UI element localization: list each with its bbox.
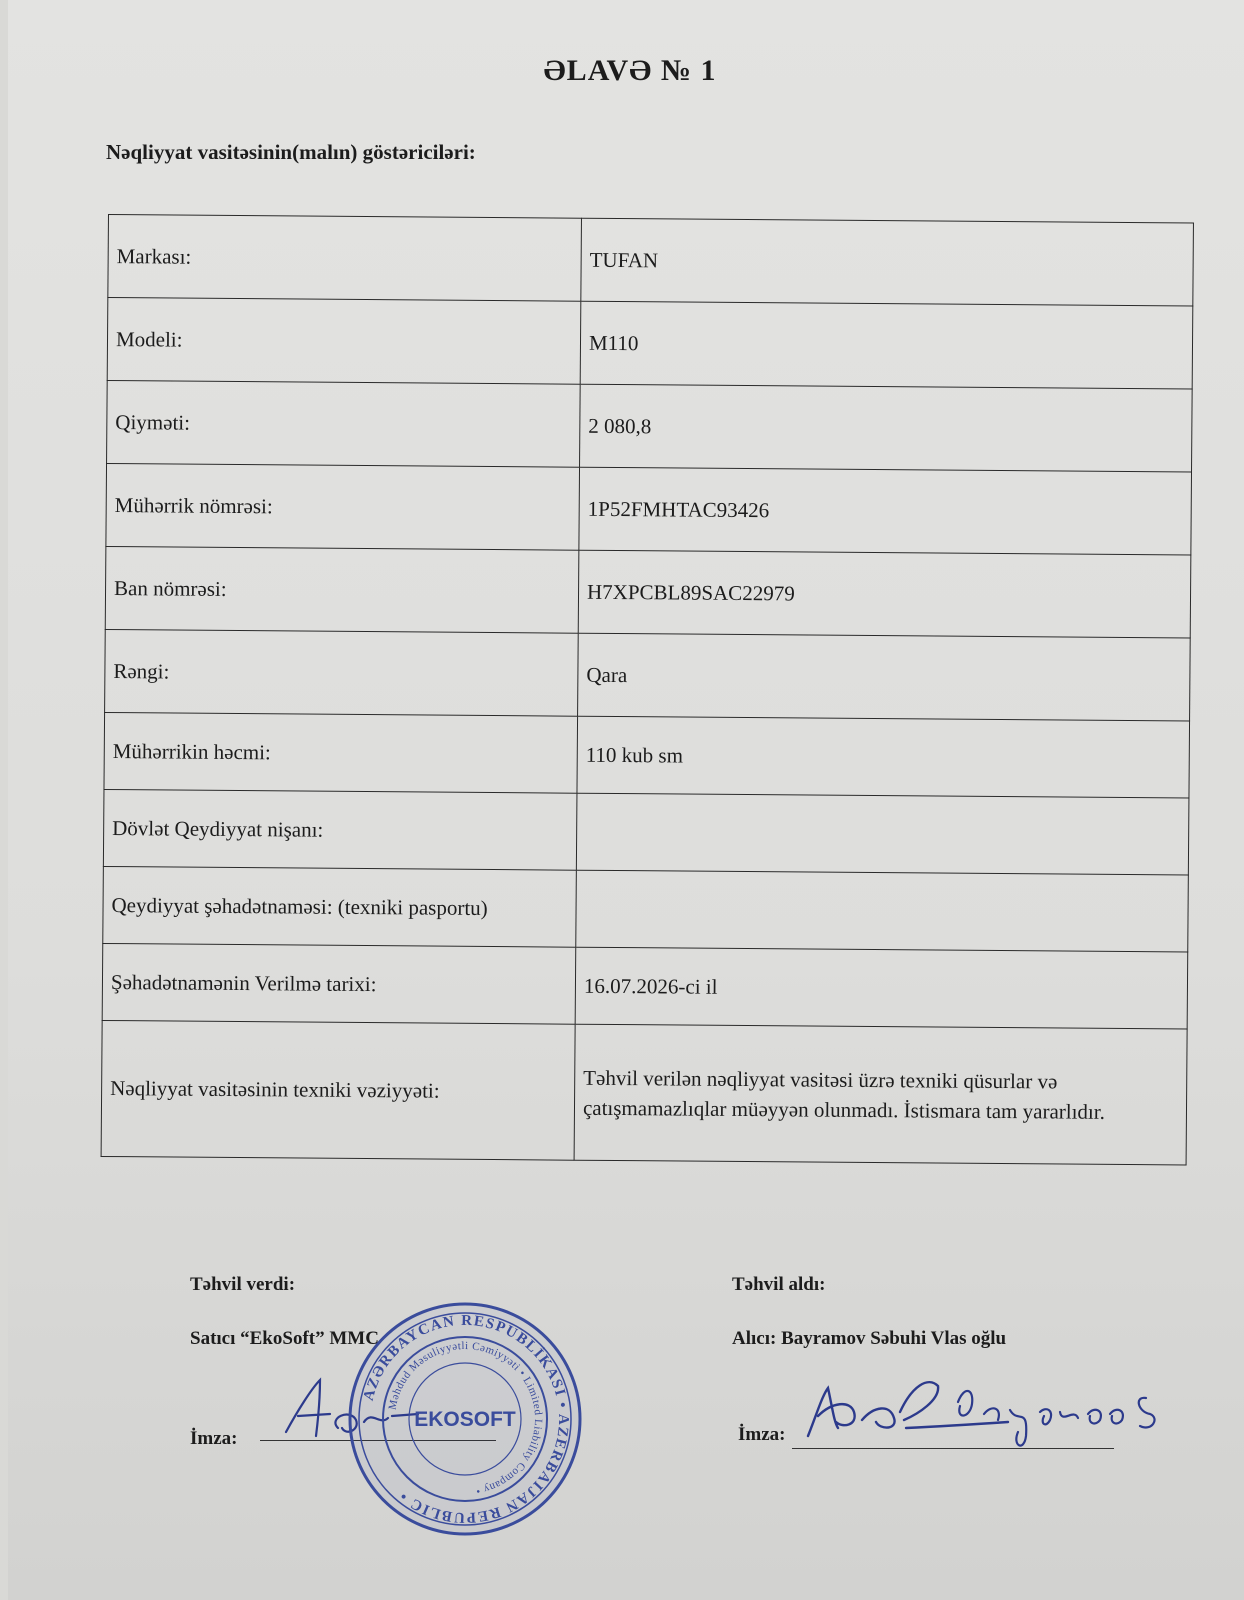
row-value-engine-volume: 110 kub sm: [577, 716, 1190, 798]
table-row: [105, 546, 1191, 638]
document-subtitle: Nəqliyyat vasitəsinin(malın) göstəriciləri:: [106, 140, 476, 164]
table-row: [107, 380, 1193, 472]
row-label-technical-condition: Nəqliyyat vasitəsinin texniki vəziyyəti:: [101, 1020, 575, 1160]
row-value-model: M110: [580, 301, 1193, 389]
row-label-issue-date: Şəhadətnamənin Verilmə tarixi:: [102, 943, 576, 1024]
row-label-price: Qiyməti:: [107, 380, 581, 467]
buyer-signature: [788, 1366, 1188, 1456]
row-label-engine-volume: Mühərrikin həcmi:: [104, 712, 578, 793]
row-value-registration-plate: [576, 793, 1189, 875]
row-value-registration-certificate: [576, 870, 1189, 952]
row-value-brand: TUFAN: [581, 218, 1194, 306]
row-value-technical-condition: Təhvil verilən nəqliyyat vasitəsi üzrə texniki qüsurlar və çatışmamazlıqlar müəyyən olunmadı. İstismara tam yararlıdır.: [574, 1024, 1187, 1165]
table-row: [101, 1020, 1187, 1165]
row-label-brand: Markası:: [108, 215, 582, 302]
row-label-engine-number: Mühərrik nömrəsi:: [106, 463, 580, 550]
table-row: [108, 215, 1194, 307]
table-row: [105, 629, 1191, 721]
table-row: [104, 712, 1190, 798]
row-label-registration-certificate: Qeydiyyat şəhadətnaməsi: (texniki pasportu): [103, 866, 577, 947]
buyer-heading: Təhvil aldı:: [732, 1274, 826, 1295]
buyer-party: Alıcı: Bayramov Səbuhi Vlas oğlu: [732, 1328, 1007, 1349]
document-title: ƏLAVƏ № 1: [543, 54, 717, 87]
seller-sign-label: İmza:: [190, 1428, 238, 1449]
table-row: [107, 298, 1193, 390]
table-row: [102, 943, 1188, 1029]
buyer-sign-label: İmza:: [738, 1424, 786, 1445]
table-row: [103, 789, 1189, 875]
row-value-price: 2 080,8: [580, 384, 1193, 472]
row-label-color: Rəngi:: [105, 629, 579, 716]
row-value-body-number: H7XPCBL89SAC22979: [578, 550, 1191, 638]
svg-text:EKOSOFT: EKOSOFT: [414, 1408, 516, 1431]
vehicle-spec-table: [101, 214, 1194, 1166]
row-label-registration-plate: Dövlət Qeydiyyat nişanı:: [103, 789, 577, 870]
table-row: [106, 463, 1192, 555]
company-stamp: [346, 1300, 584, 1538]
row-label-model: Modeli:: [107, 298, 581, 385]
row-value-engine-number: 1P52FMHTAC93426: [579, 467, 1192, 555]
seller-heading: Təhvil verdi:: [190, 1274, 296, 1295]
document-page: [8, 0, 1244, 1600]
table-row: [103, 866, 1189, 952]
svg-text:AZƏRBAYCAN RESPUBLİKASI • AZER: AZƏRBAYCAN RESPUBLİKASI • AZERBAIJAN REPUBLIC •: [360, 1312, 572, 1526]
seller-party: Satıcı “EkoSoft” MMC: [190, 1328, 379, 1349]
row-value-color: Qara: [578, 633, 1191, 721]
svg-text:Məhdud Məsuliyyətli Cəmiyyəti: Məhdud Məsuliyyətli Cəmiyyəti • Limited Liability Company •: [386, 1339, 545, 1498]
row-value-issue-date: 16.07.2026-ci il: [575, 947, 1188, 1029]
row-label-body-number: Ban nömrəsi:: [105, 546, 579, 633]
